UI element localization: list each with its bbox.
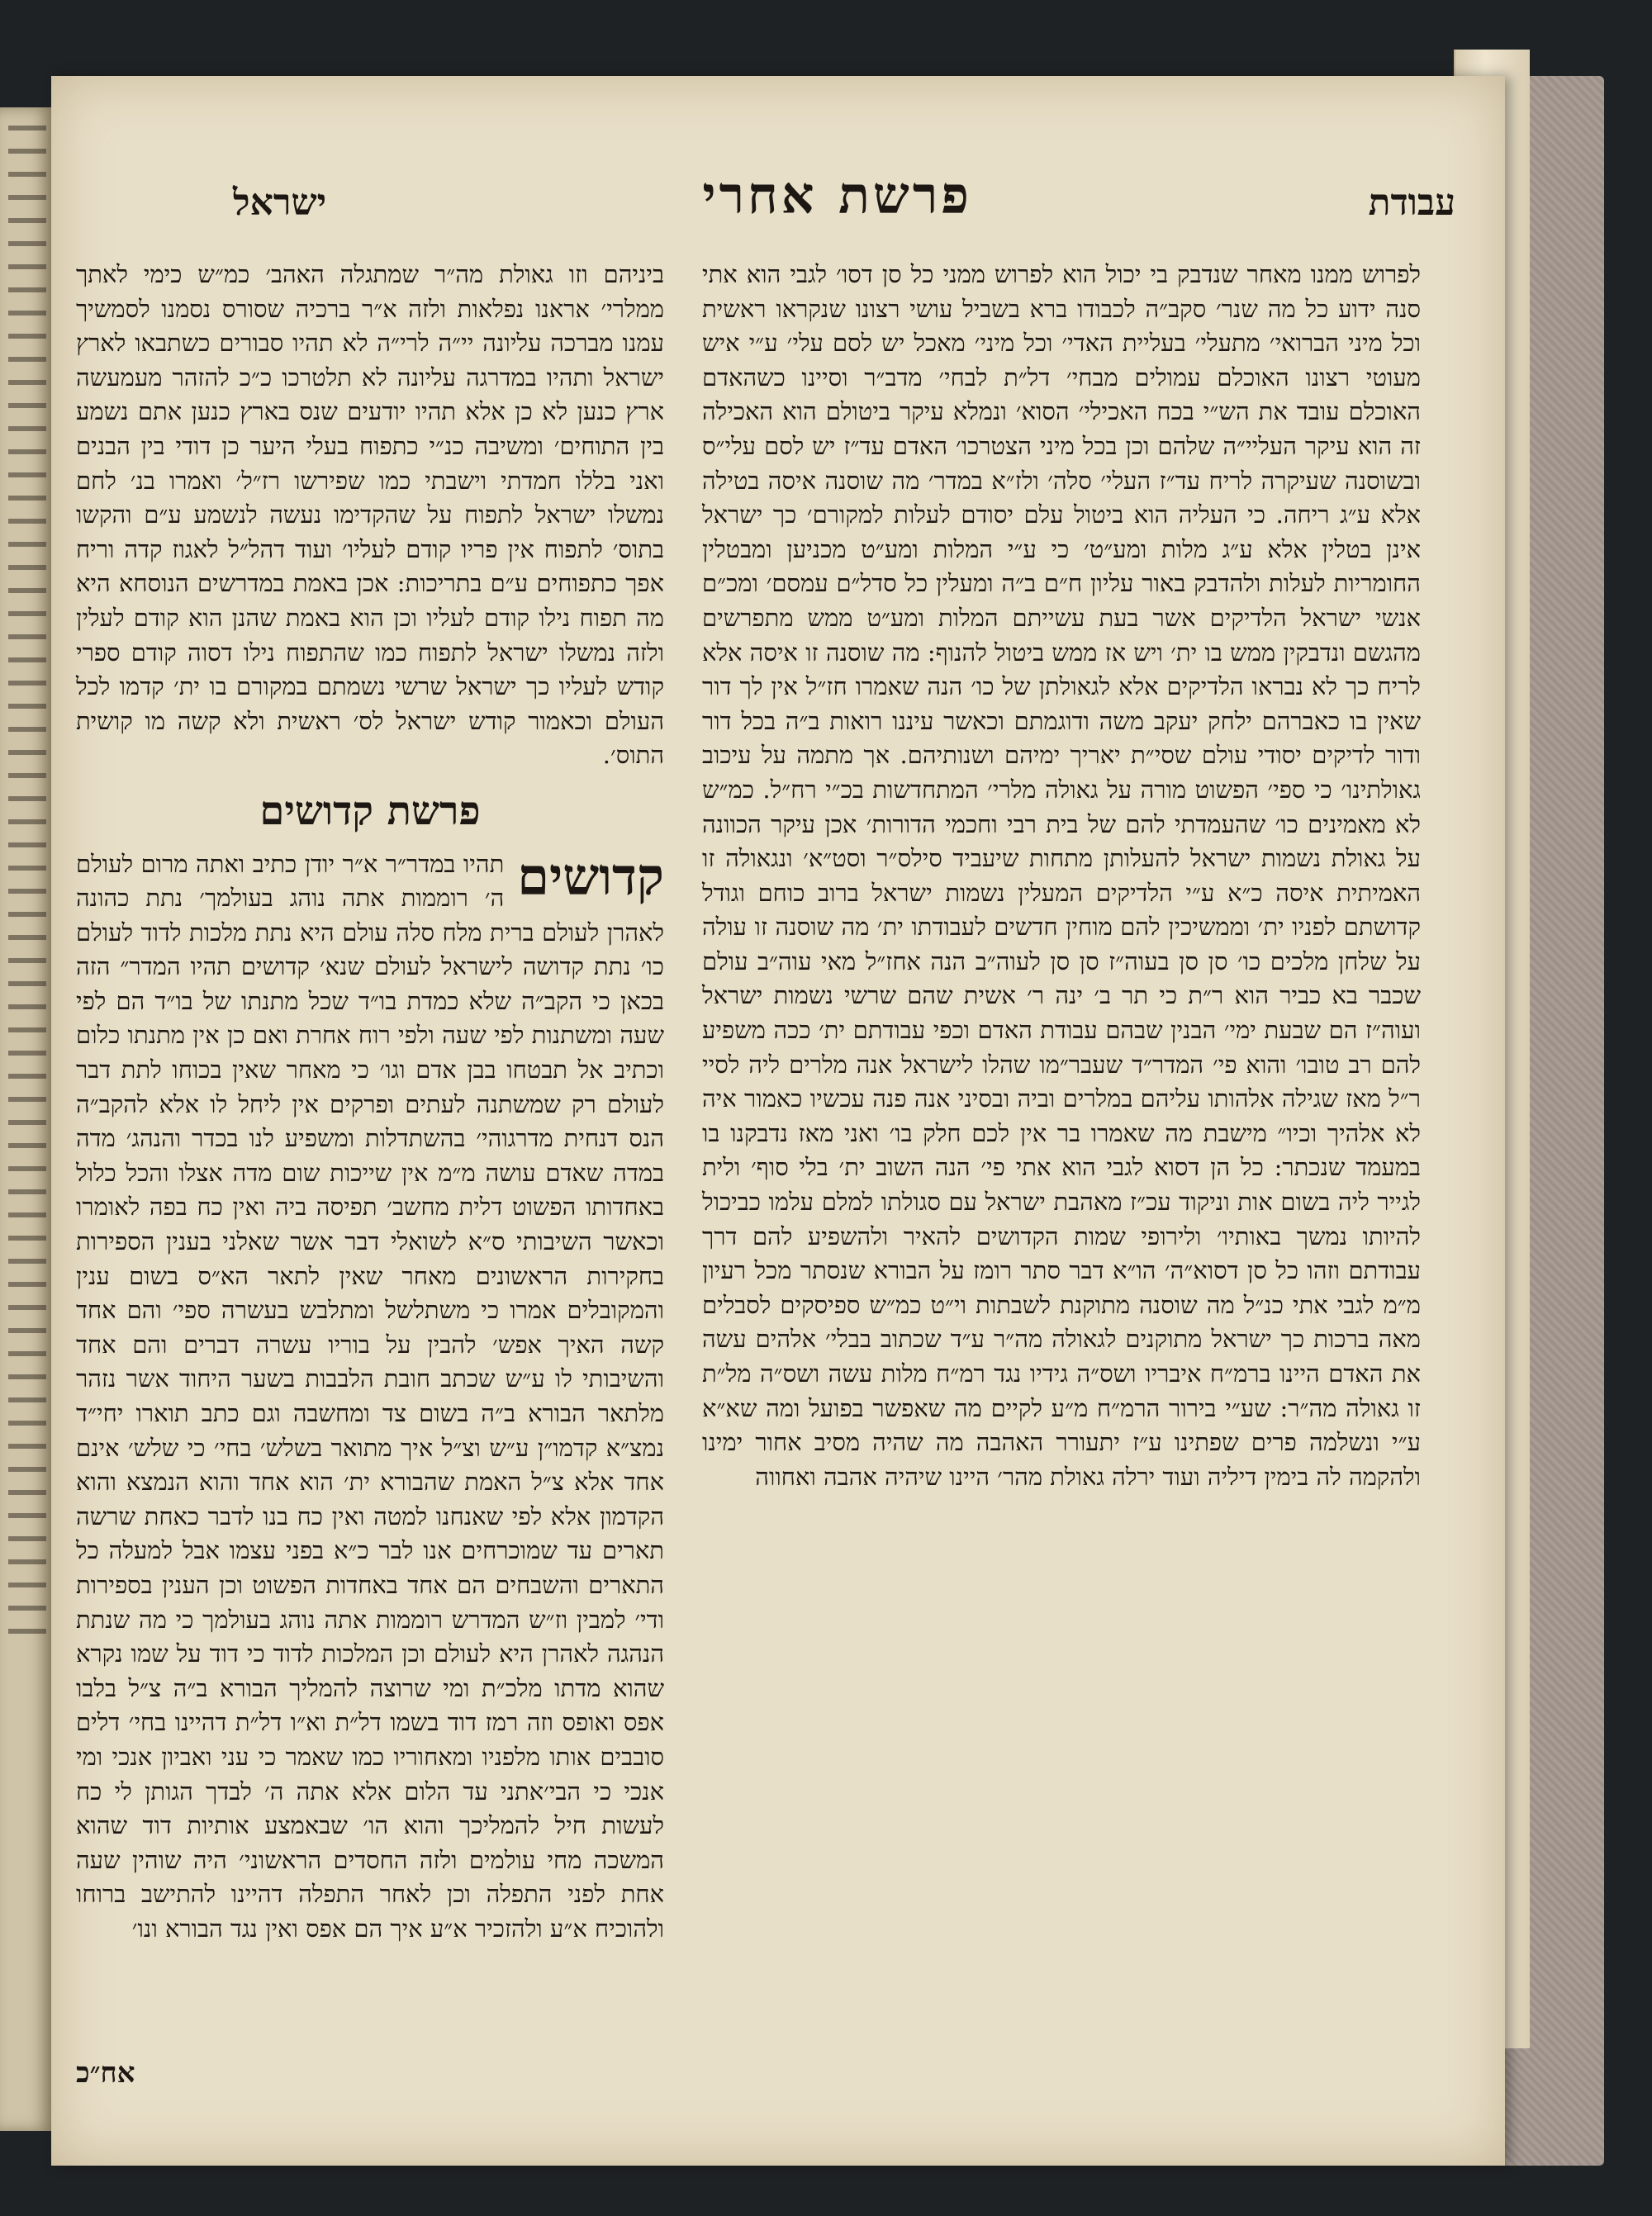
header-title: פרשת אחרי bbox=[702, 165, 972, 225]
right-column bbox=[702, 258, 1421, 1494]
running-header bbox=[101, 165, 1455, 256]
kedoshim-block bbox=[76, 847, 664, 1947]
catchword: אח״כ bbox=[76, 2057, 135, 2090]
left-column bbox=[76, 258, 664, 1947]
opening-word: קדושים bbox=[517, 847, 664, 907]
left-paragraph-2: תהיו במדר״ר א״ר יודן כתיב ואתה מרום לעולם ה׳ רוממות אתה נוהג בעולמך׳ נתת כהונה לאהרן לעולם ברית מלח סלה עולם היא נתת מלכות לדוד לעולם כו׳ נתת קדושה לישראל לעולם שנא׳ קדושים תהיו המדר״ הזה בכאן כי הקב״ה שלא כמדת בו״ד שכל מתנתו של בו״ד הם לפי שעה ומשתנות לפי שעה ולפי רוח אחרת ואם כן אין מתנתו כלום וכתיב אל תבטחו בבן אדם וגו׳ כי מאחר שאין בכוחו לתת דבר לעולם רק שמשתנה לעתים ופרקים אין ליחל לו אלא להקב״ה הנס דנחית מדרגוהי׳ בהשתדלות ומשפיע לנו בכדר והנהג׳ מדה במדה שאדם עושה מ״מ אין שייכות שום מדה אצלו והכל כלול באחדותו הפשוט דלית מחשב׳ תפיסה ביה ואין כח בפה לאומרו וכאשר השיבותי ס״א לשואלי דבר אשר שאלני בענין הספירות בחקירות הראשונים מאחר שאין לתאר הא״ס בשום ענין והמקובלים אמרו כי משתלשל ומתלבש בעשרה ספי׳ והם אחד קשה האיך אפש׳ להבין על בוריו עשרה דברים והם אחד והשיבותי לו ע״ש שכתב חובת הלבבות בשער היחוד אשר נזהר מלתאר הבורא ב״ה בשום צד ומחשבה וגם כתב תוארו יחי״ד נמצ״א קדמו״ן ע״ש וצ״ל איך מתואר בשלש׳ בחי׳ כי שלש׳ אינם אחד אלא צ״ל האמת שהבורא ית׳ הוא אחד והוא הנמצא והוא הקדמון אלא לפי שאנחנו למטה ואין כח בנו לדבר כאחת שרשה תארים עד שמוכרחים אנו לבר כ״א בפני עצמו אבל למעלה כל התארים והשבחים הם אחד באחדות הפשוט וכן הענין בספירות ודי׳ למבין וז״ש המדרש רוממות אתה נוהג בעולמך כי מה שנתת הנהגה לאהרן היא לעולם וכן המלכות לדוד כי דוד על שמו נקרא שהוא מדתו מלכ״ת ומי שרוצה להמליך הבורא ב״ה צ״ל בלבו אפס ואופס וזה רמז דוד בשמו דל״ת וא״ו דל״ת דהיינו בחי׳ דלים סובבים אותו מלפניו ומאחוריו כמו שאמר כי עני ואביון אנכי ומי אנכי כי הבי׳אתני עד הלום אלא אתה ה׳ לבדך הגותן לי כח לעשות חיל להמליכך והוא הו׳ שבאמצע אותיות דוד שהוא המשכה מחי עולמים ולזה החסדים הראשוני׳ היה שוהין שעה אחת לפני התפלה וכן לאחר התפלה דהיינו להתישב ברוחו ולהוכיח א״ע ולהזכיר א״ע איך הם אפס ואין נגד הבורא ונו׳ bbox=[76, 849, 664, 1943]
section-heading: פרשת קדושים bbox=[259, 787, 481, 834]
left-paragraph-1: ביניהם וזו גאולת מה״ר שמתגלה האהב׳ כמ״ש כימי לאתך ממלרי׳ אראנו נפלאות ולזה א״ר ברכיה שסורס נסמנו לסמשיך עמנו מברכה עליונה יי״ה לרי״ה לא תהיו סבורים כשתבאו לארץ ישראל ותהיו במדרגה עליונה לא תלטרכו כ״כ להזהר מעמעשה ארץ כנען לא כן אלא תהיו יודעים שנס בארץ כנען אתם נשמע בין התוחים׳ ומשיבה כנ״י כתפוח בעלי היער כן דודי בין הבנים ואני בללו חמדתי וישבתי כמו שפירשו רז״ל׳ ואמרו בנ׳ לחם נמשלו ישראל לתפוח על שהקדימו נעשה לנשמע ע״ם והקשו בתוס׳ לתפוח אין פריו קודם לעליו׳ ועוד דהל״ל לאגוז קדה וריח אפך כתפוחים ע״ם בתריכות: אכן באמת במדרשים הנוסחא היא מה תפוח נילו קודם לעליו וכן הוא באמת שהנן הוא קודם לעלין ולזה נמשלו ישראל לתפוח כמו שהתפוח נילו דסוה קודם ספרי קודש לעליו כך ישראל שרשי נשמתם במקורם בו ית׳ קדמו לכל העולם וכאמור קודש ישראל לס׳ ראשית ולא קשה מו קושית התוס׳. bbox=[76, 260, 664, 770]
right-column-text: לפרוש ממנו מאחר שנדבק בי יכול הוא לפרוש ממני כל סן דסו׳ לגבי הוא אתי סנה ידוע כל מה שנר׳ סקב״ה לכבודו ברא בשביל עושי רצונו שנקראו ראשית וכל מיני הברואי׳ מתעלי׳ בעליית האדי׳ וכל מיני׳ מאכל יש לסם עלי׳ ע״י איש מעוטי רצונו האוכלם עמולים מבחי׳ דל״ת לבחי׳ מדב״ר וסיינו כשהאדם האוכלם עובד את הש״י בכח האכילי׳ הסוא׳ ונמלא עיקר ביטולם הוא האכילה זה הוא עיקר העליי״ה שלהם וכן בכל מיני הצטרכו׳ האדם עד״ז יש לסם עלי״ס ובשוסנה שעיקרה לריח עד״ז העלי׳ סלה׳ ולז״א במדר׳ מה שוסנה איסה בטילה אלא ע״ג ריחה. כי העליה הוא ביטול עלם יסודם לעלות למקורם׳ כך ישראל אינן בטלין אלא ע״ג מלות ומע״ט׳ כי ע״י המלות ומע״ט מכניען ומבטלין החומריות לעלות ולהדבק באור עליון ח״ם ב״ה ומעלין כל סדל״ם עמסם׳ ומכ״ם אנשי ישראל הלדיקים אשר בעת עשייתם המלות ומע״ט ממש מתפרשים מהגשם ונדבקין ממש בו ית׳ ויש אז ממש ביטול להנוף: מה שוסנה זו איסה אלא לריח כך לא נבראו הלדיקים אלא לגאולתן של כו׳ הנה שאמרו חז״ל אין לך דור שאין בו כאברהם ילחק יעקב משה ודוגמתם וכאשר עיננו רואות ב״ה בכל דור ודור לדיקים יסודי עולם שסי״ת יאריך ימיהם ושנותיהם. אך מתמה על עיכוב גאולתינו׳ כי ספי׳ הפשוט מורה על גאולה מלרי׳ המתחדשות בכ״י רח״ל. כמ״ש לא מאמינים כו׳ שהעמדתי להם של בית רבי וחכמי הדורות׳ אכן עיקר הכוונה על גאולת נשמות ישראל להעלותן מתחות שיעביד סילס״ר וסט״א׳ ונגאולה זו האמיתית איסה כ״א ע״י הלדיקים המעלין נשמות ישראל ברוב כוחם וגודל קדושתם לפניו ית׳ וממשיכין להם מוחין חדשים לעבודתו ית׳ מה שוסנה זו עולה על שלחן מלכים כו׳ סן סן בעוה״ז סן סן לעוה״ב הנה אחז״ל מאי עוה״ב עולם שכבר בא כביר הוא ר״ת כי תר ב׳ ינה ר׳ אשית שהם שרשי נשמות ישראל ועוה״ז הם שבעת ימי׳ הבנין שבהם עבודת האדם וכפי עבודתם ית׳ ככה משפיע להם רב טובו׳ והוא פי׳ המדר״ד שעבר״מו שהלו לישראל אנה מלרים ליה לסיי ר״ל מאז שגילה אלהותו עליהם במלרים וביה ובסיני אנה פנה עכשיו כאמור איה לא אלהיך וכיו״ מישבת מה שאמרו בר אין לכם חלק בו׳ ואני מאז נדבקנו בו במעמד שנכתר: כל הן דסוא לגבי הוא אתי פי׳ הנה השוב ית׳ בלי סוף׳ ולית לגייר ליה בשום אות וניקוד עכ״ז מאהבת ישראל עם סגולתו למלם עלמו כביכול להיותו נמשך באותיו׳ ולירופי שמות הקדושים להאיר ולהשפיע להם דרך עבודתם וזהו כל סן דסוא״ה׳ הו״א דבר סתר רומז על הבורא שנסתר מכל רעיון מ״מ לגבי אתי כנ״ל מה שוסנה מתוקנת לשבתות וי״ט כמ״ש ספיסקים לסבלים מאה ברכות כך ישראל מתוקנים לגאולה מה״ר ע״ד שכתוב בבלי׳ אלהים עשה את האדם היינו ברמ״ח איבריו ושס״ה גידיו נגד רמ״ח מלות עשה ושס״ה מל״ת זו גאולה מה״ר: שע״י בירור הרמ״ח מ״ע לקיים מה שאפשר בפועל ומה שא״א ע״י ונשלמה פרים שפתינו ע״ז יתעורר האהבה מה שהיה מסיב אחור ימינו ולהקמה לה בימין דיליה ועוד ירלה גאולת מהר׳ היינו שיהיה אהבה ואחווה bbox=[702, 260, 1421, 1491]
header-right: עבודת bbox=[1368, 182, 1455, 224]
previous-page-fragment bbox=[0, 107, 54, 2131]
header-left: ישראל bbox=[233, 182, 327, 224]
book-page bbox=[51, 76, 1505, 2166]
